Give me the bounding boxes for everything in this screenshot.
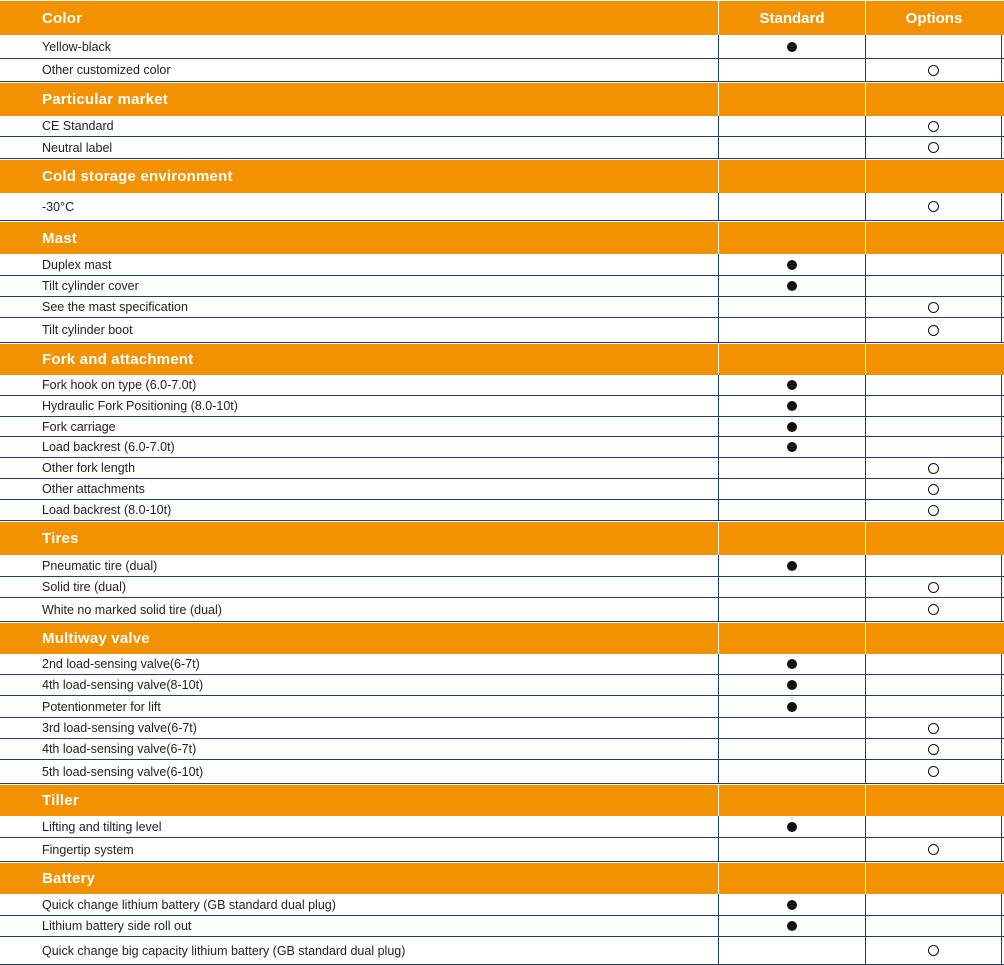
section-header-row [0,862,1004,894]
table-row [0,937,1004,965]
standard-column-cell [718,785,865,816]
option-cell [865,276,1002,296]
section-title: Tires [42,530,79,547]
standard-cell [718,375,865,395]
table-row [0,318,1004,343]
table-row [0,375,1004,396]
section-title: Cold storage environment [42,168,233,185]
option-cell [865,894,1002,915]
section-header-row [0,784,1004,816]
item-label-cell [0,59,718,81]
open-circle-icon [928,505,939,516]
item-label: Load backrest (6.0-7.0t) [42,440,175,454]
table-row [0,739,1004,760]
item-label: Yellow-black [42,39,112,54]
section-title: Mast [42,229,77,247]
options-column-cell [865,863,1002,894]
open-circle-icon [928,121,939,132]
filled-circle-icon [787,900,797,910]
option-cell [865,193,1002,220]
item-label: Other fork length [42,461,136,475]
open-circle-icon [928,302,939,313]
table-row [0,417,1004,437]
table-row [0,116,1004,137]
options-column-cell [865,522,1002,555]
item-label-cell [0,116,718,136]
option-cell [865,718,1002,738]
open-circle-icon [928,744,939,755]
standard-cell [718,458,865,478]
option-cell [865,254,1002,275]
option-cell [865,654,1002,674]
standard-column-cell [718,863,865,894]
options-column-cell [865,344,1002,375]
open-circle-icon [928,142,939,153]
table-row [0,816,1004,838]
filled-circle-icon [787,42,797,52]
item-label-cell [0,35,718,58]
open-circle-icon [928,844,939,855]
open-circle-icon [928,201,939,212]
standard-column-cell [718,623,865,654]
section-label-cell [0,160,718,193]
options-column-cell [865,160,1002,193]
item-label-cell [0,437,718,457]
section-title: Battery [42,870,96,887]
item-label: Other attachments [42,482,145,496]
table-row [0,675,1004,696]
standard-cell [718,718,865,738]
standard-cell [718,297,865,317]
standard-cell [718,555,865,576]
section-label-cell [0,863,718,894]
standard-cell [718,437,865,457]
item-label-cell [0,916,718,936]
table-row [0,577,1004,598]
table-row [0,59,1004,82]
table-row [0,35,1004,59]
standard-column-cell [718,344,865,375]
option-cell [865,479,1002,499]
item-label-cell [0,500,718,520]
item-label: Fork carriage [42,419,116,434]
open-circle-icon [928,65,939,76]
table-row [0,916,1004,937]
section-title: Multiway valve [42,630,150,647]
item-label: 4th load-sensing valve(6-7t) [42,742,197,756]
standard-cell [718,577,865,597]
table-row [0,760,1004,784]
table-row [0,654,1004,675]
item-label-cell [0,375,718,395]
option-cell [865,760,1002,783]
standard-cell [718,396,865,416]
section-title: Tiller [42,792,79,809]
option-cell [865,696,1002,717]
item-label: Quick change lithium battery (GB standard dual plug) [42,897,336,912]
section-label-cell [0,222,718,254]
section-header-row [0,82,1004,116]
item-label-cell [0,555,718,576]
option-cell [865,739,1002,759]
options-column-cell [865,222,1002,254]
item-label: Potentionmeter for lift [42,699,161,714]
item-label-cell [0,417,718,436]
option-cell [865,437,1002,457]
item-label-cell [0,760,718,783]
option-cell [865,375,1002,395]
item-label: -30°C [42,199,75,214]
option-cell [865,555,1002,576]
table-row [0,718,1004,739]
filled-circle-icon [787,260,797,270]
table-row [0,555,1004,577]
option-cell [865,417,1002,436]
item-label: Load backrest (8.0-10t) [42,503,172,517]
option-cell [865,458,1002,478]
item-label: 2nd load-sensing valve(6-7t) [42,657,200,671]
item-label-cell [0,458,718,478]
table-row [0,437,1004,458]
options-column-cell [865,1,1002,35]
table-row [0,396,1004,417]
item-label: Fork hook on type (6.0-7.0t) [42,378,197,392]
item-label-cell [0,276,718,296]
item-label-cell [0,193,718,220]
open-circle-icon [928,463,939,474]
table-row [0,598,1004,622]
item-label-cell [0,396,718,416]
section-header-row [0,159,1004,193]
standard-cell [718,598,865,621]
item-label: Tilt cylinder boot [42,323,133,337]
filled-circle-icon [787,380,797,390]
filled-circle-icon [787,422,797,432]
item-label: Solid tire (dual) [42,580,127,594]
standard-cell [718,937,865,964]
table-row [0,297,1004,318]
item-label: CE Standard [42,119,114,133]
standard-cell [718,894,865,915]
section-header-row [0,221,1004,254]
table-row [0,838,1004,862]
standard-cell [718,59,865,81]
option-cell [865,500,1002,520]
standard-column-cell [718,222,865,254]
standard-cell [718,739,865,759]
item-label-cell [0,654,718,674]
option-cell [865,577,1002,597]
standard-cell [718,838,865,861]
standard-cell [718,675,865,695]
item-label-cell [0,577,718,597]
item-label: Neutral label [42,140,113,155]
section-label-cell [0,785,718,816]
section-header-row [0,0,1004,35]
open-circle-icon [928,945,939,956]
option-cell [865,916,1002,936]
section-title: Particular market [42,91,168,108]
options-column-cell [865,785,1002,816]
item-label-cell [0,479,718,499]
item-label: Tilt cylinder cover [42,279,139,293]
filled-circle-icon [787,702,797,712]
section-header-row [0,343,1004,375]
standard-cell [718,760,865,783]
standard-cell [718,696,865,717]
table-row [0,137,1004,159]
standard-cell [718,35,865,58]
section-title: Color [42,9,83,27]
filled-circle-icon [787,659,797,669]
option-cell [865,116,1002,136]
item-label-cell [0,739,718,759]
table-row [0,193,1004,221]
standard-cell [718,816,865,837]
table-row [0,894,1004,916]
filled-circle-icon [787,921,797,931]
table-row [0,276,1004,297]
standard-cell [718,116,865,136]
option-cell [865,137,1002,158]
open-circle-icon [928,484,939,495]
item-label: White no marked solid tire (dual) [42,602,222,617]
standard-column-cell [718,1,865,35]
option-cell [865,318,1002,342]
standard-column-header: Standard [759,9,825,27]
standard-cell [718,137,865,158]
table-row [0,479,1004,500]
standard-cell [718,500,865,520]
item-label: Pneumatic tire (dual) [42,558,158,573]
item-label: Other customized color [42,63,171,77]
item-label-cell [0,937,718,964]
options-column-header: Options [905,9,963,27]
item-label: 4th load-sensing valve(8-10t) [42,678,204,692]
item-label-cell [0,894,718,915]
section-label-cell [0,522,718,555]
option-cell [865,297,1002,317]
item-label: Lifting and tilting level [42,819,162,834]
section-header-row [0,521,1004,555]
standard-cell [718,193,865,220]
item-label-cell [0,297,718,317]
item-label: Lithium battery side roll out [42,919,192,933]
filled-circle-icon [787,822,797,832]
standard-cell [718,479,865,499]
standard-cell [718,276,865,296]
item-label: 3rd load-sensing valve(6-7t) [42,721,197,735]
item-label: Quick change big capacity lithium battery (GB standard dual plug) [42,943,406,958]
table-row [0,696,1004,718]
option-cell [865,598,1002,621]
option-cell [865,396,1002,416]
option-cell [865,675,1002,695]
table-row [0,254,1004,276]
item-label-cell [0,137,718,158]
standard-cell [718,654,865,674]
standard-cell [718,318,865,342]
section-header-row [0,622,1004,654]
item-label-cell [0,254,718,275]
item-label-cell [0,816,718,837]
option-cell [865,816,1002,837]
standard-cell [718,254,865,275]
item-label-cell [0,318,718,342]
item-label: 5th load-sensing valve(6-10t) [42,764,204,779]
item-label-cell [0,598,718,621]
open-circle-icon [928,325,939,336]
item-label-cell [0,838,718,861]
open-circle-icon [928,723,939,734]
item-label: Duplex mast [42,257,112,272]
option-cell [865,937,1002,964]
option-cell [865,59,1002,81]
item-label-cell [0,696,718,717]
table-row [0,500,1004,521]
filled-circle-icon [787,680,797,690]
options-column-cell [865,83,1002,116]
section-label-cell [0,1,718,35]
standard-column-cell [718,83,865,116]
filled-circle-icon [787,281,797,291]
filled-circle-icon [787,401,797,411]
open-circle-icon [928,766,939,777]
section-title: Fork and attachment [42,351,194,368]
standard-column-cell [718,160,865,193]
table-row [0,458,1004,479]
option-cell [865,838,1002,861]
filled-circle-icon [787,442,797,452]
section-label-cell [0,344,718,375]
open-circle-icon [928,604,939,615]
item-label-cell [0,718,718,738]
open-circle-icon [928,582,939,593]
item-label-cell [0,675,718,695]
standard-cell [718,417,865,436]
options-column-cell [865,623,1002,654]
filled-circle-icon [787,561,797,571]
option-cell [865,35,1002,58]
section-label-cell [0,623,718,654]
section-label-cell [0,83,718,116]
item-label: Hydraulic Fork Positioning (8.0-10t) [42,399,238,413]
standard-cell [718,916,865,936]
item-label: Fingertip system [42,842,134,857]
standard-column-cell [718,522,865,555]
item-label: See the mast specification [42,300,188,314]
